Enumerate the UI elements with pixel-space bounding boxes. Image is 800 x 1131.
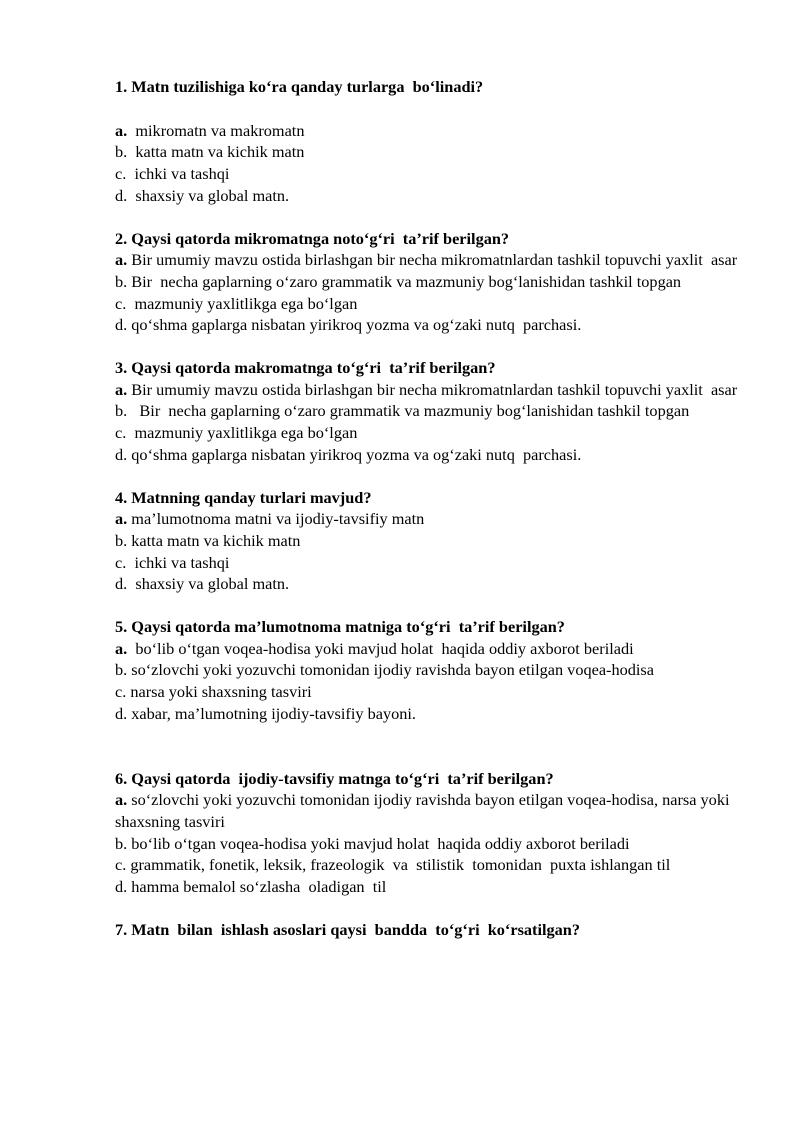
option-letter: a.	[115, 120, 128, 140]
option-text: ma’lumotnoma matni va ijodiy-tavsifiy matn	[127, 509, 425, 529]
option-letter: c.	[115, 293, 127, 313]
option-b	[115, 271, 745, 293]
option-letter: d.	[115, 185, 128, 205]
option-letter: a.	[115, 509, 128, 529]
question-title: 1. Matn tuzilishiga ko‘ra qanday turlarga bo‘linadi?	[115, 77, 484, 96]
option-c	[115, 422, 745, 444]
option-letter: a.	[115, 638, 128, 658]
option-a	[115, 249, 745, 271]
option-text: shaxsiy va global matn.	[127, 574, 290, 594]
document-content	[115, 76, 745, 941]
question-title: 4. Matnning qanday turlari mavjud?	[115, 487, 372, 507]
option-letter: c.	[115, 855, 127, 875]
spacer	[115, 336, 745, 357]
option-letter: d.	[115, 444, 128, 464]
option-letter: d.	[115, 703, 128, 723]
spacer	[115, 725, 745, 768]
option-text: grammatik, fonetik, leksik, frazeologik va stilistik tomonidan puxta ishlangan til	[126, 855, 671, 875]
option-text: so‘zlovchi yoki yozuvchi tomonidan ijodiy ravishda bayon etilgan voqea-hodisa	[127, 660, 654, 680]
option-text: Bir necha gaplarning o‘zaro grammatik va mazmuniy bog‘lanishidan tashkil topgan	[127, 401, 690, 421]
option-c	[115, 854, 745, 876]
option-b	[115, 400, 745, 422]
question-2	[115, 228, 745, 337]
option-letter: d.	[115, 315, 128, 335]
option-d	[115, 185, 745, 207]
option-text: Bir umumiy mavzu ostida birlashgan bir necha mikromatnlardan tashkil topuvchi yaxlit asar	[127, 250, 738, 270]
option-text: ichki va tashqi	[126, 552, 230, 572]
option-c	[115, 552, 745, 574]
option-text: bo‘lib o‘tgan voqea-hodisa yoki mavjud holat haqida oddiy axborot beriladi	[127, 833, 630, 853]
question-4	[115, 487, 745, 596]
option-text: shaxsiy va global matn.	[127, 185, 290, 205]
option-text: Bir necha gaplarning o‘zaro grammatik va mazmuniy bog‘lanishidan tashkil topgan	[127, 271, 682, 291]
option-text: bo‘lib o‘tgan voqea-hodisa yoki mavjud holat haqida oddiy axborot beriladi	[127, 638, 634, 658]
option-text: katta matn va kichik matn	[127, 142, 305, 162]
option-b	[115, 833, 745, 855]
option-a	[115, 638, 745, 660]
option-text: so‘zlovchi yoki yozuvchi tomonidan ijodiy ravishda bayon etilgan voqea-hodisa, narsa yoki shaxsning tasviri	[115, 790, 734, 831]
option-d	[115, 876, 745, 898]
question-1	[115, 76, 745, 207]
option-letter: b.	[115, 833, 128, 853]
question-title: 2. Qaysi qatorda mikromatnga noto‘g‘ri ta’rif berilgan?	[115, 228, 510, 248]
option-text: ichki va tashqi	[126, 164, 230, 184]
option-letter: d.	[115, 574, 128, 594]
option-c	[115, 163, 745, 185]
option-letter: a.	[115, 379, 128, 399]
option-a	[115, 508, 745, 530]
spacer	[115, 98, 745, 120]
option-c	[115, 293, 745, 315]
option-text: Bir umumiy mavzu ostida birlashgan bir necha mikromatnlardan tashkil topuvchi yaxlit asar	[127, 379, 738, 399]
option-a	[115, 789, 745, 832]
question-title: 3. Qaysi qatorda makromatnga to‘g‘ri ta’rif berilgan?	[115, 358, 496, 378]
option-d	[115, 444, 745, 466]
option-b	[115, 141, 745, 163]
option-letter: b.	[115, 142, 128, 162]
option-c	[115, 681, 745, 703]
option-letter: b.	[115, 660, 128, 680]
spacer	[115, 595, 745, 616]
option-text: hamma bemalol so‘zlasha oladigan til	[127, 877, 387, 897]
question-title: 5. Qaysi qatorda ma’lumotnoma matniga to‘g‘ri ta’rif berilgan?	[115, 617, 565, 637]
option-letter: b.	[115, 401, 128, 421]
option-letter: c.	[115, 423, 127, 443]
question-title: 6. Qaysi qatorda ijodiy-tavsifiy matnga to‘g‘ri ta’rif berilgan?	[115, 768, 554, 788]
option-letter: b.	[115, 530, 128, 550]
spacer	[115, 207, 745, 228]
option-text: mazmuniy yaxlitlikga ega bo‘lgan	[126, 423, 358, 443]
option-letter: c.	[115, 164, 127, 184]
option-letter: a.	[115, 790, 128, 810]
option-letter: c.	[115, 682, 127, 702]
option-a	[115, 379, 745, 401]
option-text: qo‘shma gaplarga nisbatan yirikroq yozma va og‘zaki nutq parchasi.	[127, 444, 582, 464]
option-d	[115, 573, 745, 595]
spacer	[115, 466, 745, 487]
spacer	[115, 898, 745, 919]
option-text: mazmuniy yaxlitlikga ega bo‘lgan	[126, 293, 358, 313]
option-text: xabar, ma’lumotning ijodiy-tavsifiy bayoni.	[127, 703, 416, 723]
option-text: mikromatn va makromatn	[127, 120, 305, 140]
option-a	[115, 120, 745, 142]
question-7	[115, 919, 745, 941]
option-d	[115, 703, 745, 725]
option-letter: b.	[115, 271, 128, 291]
option-letter: a.	[115, 250, 128, 270]
option-b	[115, 530, 745, 552]
question-3	[115, 357, 745, 466]
option-b	[115, 659, 745, 681]
option-text: qo‘shma gaplarga nisbatan yirikroq yozma va og‘zaki nutq parchasi.	[127, 315, 582, 335]
option-letter: d.	[115, 877, 128, 897]
option-d	[115, 314, 745, 336]
option-letter: c.	[115, 552, 127, 572]
option-text: katta matn va kichik matn	[127, 530, 301, 550]
question-title: 7. Matn bilan ishlash asoslari qaysi bandda to‘g‘ri ko‘rsatilgan?	[115, 919, 581, 939]
option-text: narsa yoki shaxsning tasviri	[126, 682, 312, 702]
question-6	[115, 768, 745, 898]
question-5	[115, 616, 745, 725]
